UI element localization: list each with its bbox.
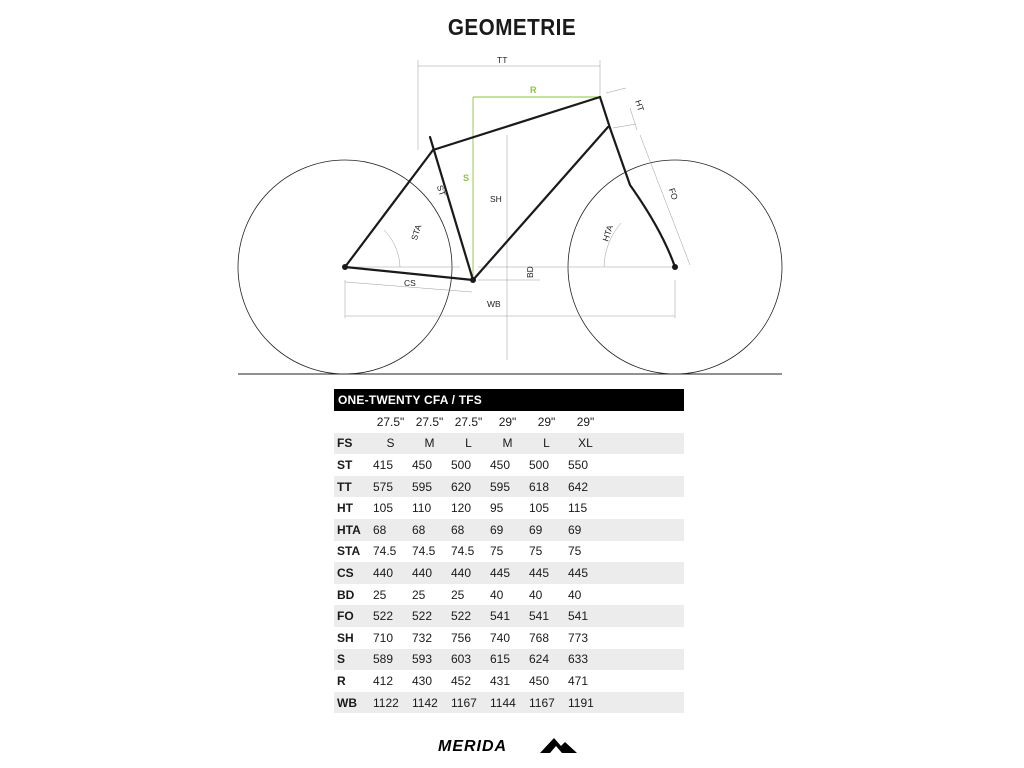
page-title: GEOMETRIE xyxy=(447,14,577,40)
label-tt: TT xyxy=(497,55,508,65)
top-tube xyxy=(433,97,600,150)
table-cell: 593 xyxy=(412,652,433,667)
table-cell: S xyxy=(386,436,395,451)
wheel-size-row xyxy=(334,411,684,433)
table-cell: 25 xyxy=(412,587,426,602)
row-label: WB xyxy=(337,695,357,710)
table-cell: 603 xyxy=(451,652,472,667)
table-cell: 522 xyxy=(412,609,433,624)
table-cell: 1191 xyxy=(568,695,594,710)
front-axle xyxy=(672,264,678,270)
table-cell: 450 xyxy=(529,673,550,688)
rear-axle xyxy=(342,264,348,270)
table-cell: 440 xyxy=(412,565,433,580)
table-cell: 633 xyxy=(568,652,589,667)
row-label: CS xyxy=(337,565,354,580)
label-cs: CS xyxy=(404,278,416,288)
bike-frame xyxy=(345,97,675,280)
table-cell: L xyxy=(543,436,550,451)
table-cell: 710 xyxy=(373,630,394,645)
table-cell: 69 xyxy=(529,522,543,537)
row-label: ST xyxy=(337,457,353,472)
table-row xyxy=(334,476,684,498)
table-cell: 500 xyxy=(529,457,550,472)
table-cell: 642 xyxy=(568,479,589,494)
table-cell: 431 xyxy=(490,673,511,688)
table-rows xyxy=(334,411,684,713)
table-cell: 105 xyxy=(373,501,394,516)
bottom-bracket xyxy=(470,277,476,283)
label-sh: SH xyxy=(490,194,502,204)
label-r: R xyxy=(530,85,537,95)
table-cell: 110 xyxy=(412,501,432,516)
table-cell: 500 xyxy=(451,457,472,472)
table-cell: 40 xyxy=(490,587,504,602)
table-cell: 74.5 xyxy=(412,544,436,559)
table-cell: 415 xyxy=(373,457,394,472)
model-title-bar: ONE-TWENTY CFA / TFS xyxy=(334,389,684,411)
geometry-table xyxy=(334,389,684,713)
table-cell: 105 xyxy=(529,501,550,516)
table-cell: 522 xyxy=(373,609,394,624)
row-label: HT xyxy=(337,501,353,516)
table-cell: 768 xyxy=(529,630,550,645)
label-bd: BD xyxy=(525,266,535,278)
table-cell: 1167 xyxy=(529,695,555,710)
label-st: ST xyxy=(434,183,448,198)
table-cell: 29" xyxy=(576,414,595,429)
table-cell: 740 xyxy=(490,630,511,645)
table-row xyxy=(334,562,684,584)
table-cell: 68 xyxy=(373,522,387,537)
table-cell: 40 xyxy=(568,587,582,602)
table-cell: 440 xyxy=(451,565,472,580)
row-label: S xyxy=(337,652,346,667)
seat-stay xyxy=(345,150,433,267)
table-row xyxy=(334,605,684,627)
table-row xyxy=(334,454,684,476)
table-cell: 115 xyxy=(568,501,588,516)
table-cell: 595 xyxy=(490,479,511,494)
fork xyxy=(610,128,675,267)
label-ht: HT xyxy=(633,98,647,113)
table-cell: 1144 xyxy=(490,695,516,710)
label-fo: FO xyxy=(666,186,681,202)
head-tube xyxy=(600,97,610,128)
table-cell: 522 xyxy=(451,609,472,624)
row-label: BD xyxy=(337,587,355,602)
table-cell: 69 xyxy=(568,522,582,537)
table-cell: 29" xyxy=(498,414,517,429)
table-cell: 1142 xyxy=(412,695,438,710)
label-wb: WB xyxy=(487,299,501,309)
table-cell: 620 xyxy=(451,479,472,494)
table-cell: 74.5 xyxy=(451,544,475,559)
table-row xyxy=(334,692,684,714)
table-cell: XL xyxy=(578,436,593,451)
row-label: STA xyxy=(337,544,361,559)
table-cell: M xyxy=(424,436,435,451)
table-cell: 1122 xyxy=(373,695,399,710)
reach-stack-guides xyxy=(473,97,600,280)
table-cell: 445 xyxy=(568,565,589,580)
row-label: TT xyxy=(337,479,352,494)
table-cell: 440 xyxy=(373,565,394,580)
table-cell: 75 xyxy=(490,544,504,559)
frame-size-row xyxy=(334,433,684,455)
merida-logo xyxy=(432,735,582,755)
table-cell: 541 xyxy=(490,609,511,624)
table-cell: 541 xyxy=(568,609,589,624)
table-cell: 471 xyxy=(568,673,589,688)
table-cell: 75 xyxy=(529,544,543,559)
row-label: SH xyxy=(337,630,354,645)
table-row xyxy=(334,649,684,671)
label-s: S xyxy=(463,173,470,183)
table-cell: 68 xyxy=(412,522,426,537)
table-cell: 27.5" xyxy=(454,414,483,429)
table-cell: 29" xyxy=(537,414,556,429)
table-cell: L xyxy=(465,436,472,451)
table-cell: 773 xyxy=(568,630,589,645)
table-cell: 69 xyxy=(490,522,504,537)
label-hta: HTA xyxy=(600,223,615,243)
row-label: FS xyxy=(337,436,353,451)
table-cell: 27.5" xyxy=(376,414,405,429)
table-row xyxy=(334,541,684,563)
logo-text: MERIDA xyxy=(438,738,508,755)
geometry-diagram xyxy=(0,40,1024,380)
table-row xyxy=(334,584,684,606)
label-sta: STA xyxy=(409,223,424,242)
table-cell: 589 xyxy=(373,652,394,667)
table-cell: 27.5" xyxy=(415,414,444,429)
row-label: FO xyxy=(337,609,354,624)
table-cell: 575 xyxy=(373,479,394,494)
table-cell: 615 xyxy=(490,652,511,667)
table-cell: 445 xyxy=(490,565,511,580)
table-cell: 75 xyxy=(568,544,582,559)
table-cell: 452 xyxy=(451,673,472,688)
table-cell: 68 xyxy=(451,522,465,537)
table-row xyxy=(334,670,684,692)
table-cell: 624 xyxy=(529,652,550,667)
table-cell: 430 xyxy=(412,673,433,688)
table-cell: 756 xyxy=(451,630,472,645)
table-cell: 450 xyxy=(490,457,511,472)
table-row xyxy=(334,519,684,541)
table-cell: 25 xyxy=(373,587,387,602)
table-row xyxy=(334,627,684,649)
row-label: R xyxy=(337,673,346,688)
row-label: HTA xyxy=(337,522,361,537)
table-cell: 445 xyxy=(529,565,550,580)
table-cell: M xyxy=(502,436,513,451)
table-cell: 541 xyxy=(529,609,550,624)
table-cell: 412 xyxy=(373,673,394,688)
table-cell: 40 xyxy=(529,587,543,602)
table-cell: 1167 xyxy=(451,695,477,710)
table-cell: 74.5 xyxy=(373,544,397,559)
table-cell: 550 xyxy=(568,457,589,472)
table-cell: 618 xyxy=(529,479,550,494)
table-cell: 95 xyxy=(490,501,504,516)
table-cell: 595 xyxy=(412,479,433,494)
table-row xyxy=(334,497,684,519)
table-cell: 120 xyxy=(451,501,472,516)
logo-mountain-icon xyxy=(540,738,577,753)
table-cell: 732 xyxy=(412,630,433,645)
table-cell: 25 xyxy=(451,587,465,602)
table-cell: 450 xyxy=(412,457,433,472)
